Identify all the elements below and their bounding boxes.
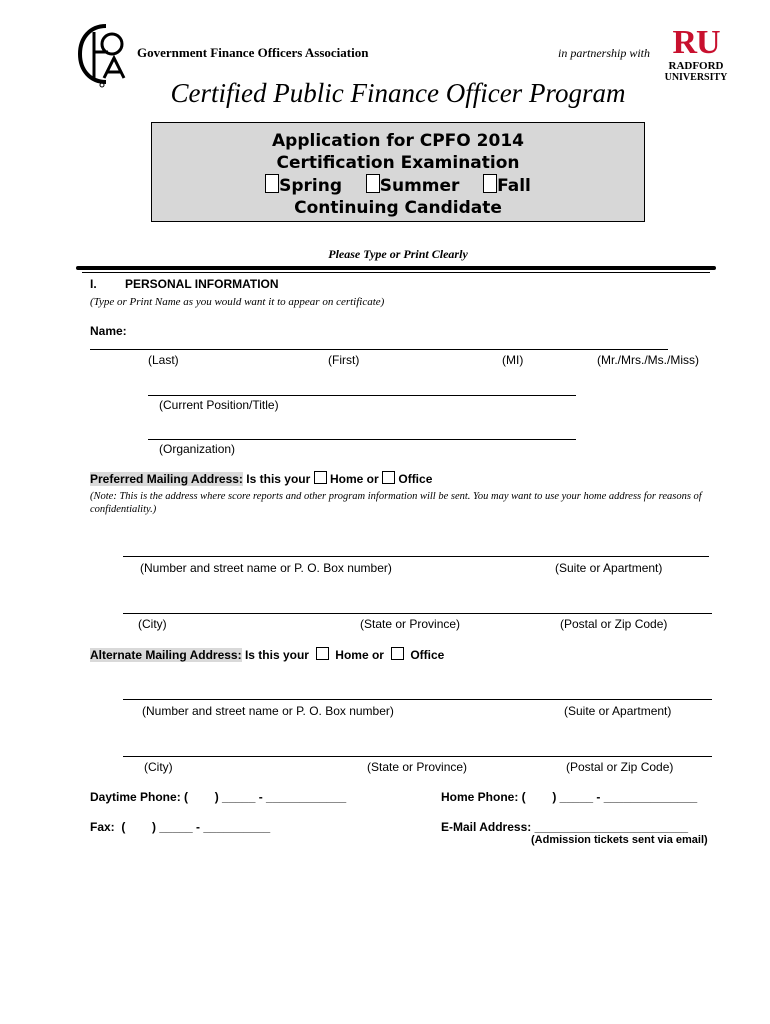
ru-monogram: RU — [672, 24, 720, 61]
alternate-office-checkbox[interactable] — [391, 647, 404, 660]
summer-checkbox[interactable] — [366, 174, 380, 193]
preferred-street-line[interactable] — [123, 556, 709, 557]
last-name-caption: (Last) — [148, 353, 179, 367]
preferred-street-caption: (Number and street name or P. O. Box number) — [140, 561, 392, 575]
fall-label: Fall — [497, 176, 531, 196]
alternate-postal-caption: (Postal or Zip Code) — [566, 760, 674, 774]
section-number: I. — [90, 277, 97, 291]
preferred-address-row — [90, 471, 432, 486]
section-divider-thin — [82, 272, 710, 273]
alternate-question: Is this your — [244, 648, 309, 662]
alternate-address-label: Alternate Mailing Address: — [90, 648, 242, 662]
alternate-street-caption: (Number and street name or P. O. Box number) — [142, 704, 394, 718]
summer-label: Summer — [379, 176, 460, 196]
position-caption: (Current Position/Title) — [159, 398, 279, 412]
home-phone-field[interactable]: Home Phone: ( ) _____ - ______________ — [441, 790, 698, 804]
section-heading: PERSONAL INFORMATION — [125, 277, 279, 291]
partnership-text: in partnership with — [558, 46, 651, 60]
alternate-address-row — [90, 647, 444, 662]
session-options — [152, 174, 644, 197]
preferred-state-caption: (State or Province) — [360, 617, 461, 631]
alternate-office-label: Office — [410, 648, 445, 662]
section-divider — [76, 266, 716, 270]
radford-name: RADFORD — [668, 60, 724, 72]
alternate-state-caption: (State or Province) — [367, 760, 468, 774]
title-line-2: Certification Examination — [276, 153, 520, 173]
position-input-line[interactable] — [148, 395, 576, 396]
preferred-city-caption: (City) — [138, 617, 167, 631]
preferred-office-label: Office — [398, 472, 433, 486]
preferred-office-checkbox[interactable] — [382, 471, 395, 484]
alternate-home-label: Home or — [335, 648, 384, 662]
spring-checkbox[interactable] — [265, 174, 279, 193]
university-name: UNIVERSITY — [664, 72, 728, 83]
preferred-city-line[interactable] — [123, 613, 712, 614]
preferred-home-label: Home or — [329, 472, 379, 486]
email-note: (Admission tickets sent via email) — [531, 834, 708, 846]
salutation-caption: (Mr./Mrs./Ms./Miss) — [597, 353, 699, 367]
title-line-1: Application for CPFO 2014 — [272, 131, 524, 151]
preferred-postal-caption: (Postal or Zip Code) — [560, 617, 668, 631]
first-name-caption: (First) — [328, 353, 360, 367]
preferred-address-label: Preferred Mailing Address: — [90, 472, 243, 486]
name-note: (Type or Print Name as you would want it to appear on certificate) — [90, 296, 385, 308]
middle-initial-caption: (MI) — [502, 353, 524, 367]
program-title: Certified Public Finance Officer Program — [170, 78, 626, 108]
application-title-box — [151, 122, 645, 222]
org-name: Government Finance Officers Association — [137, 45, 369, 60]
instruction-text: Please Type or Print Clearly — [328, 247, 468, 261]
preferred-suite-caption: (Suite or Apartment) — [555, 561, 663, 575]
organization-input-line[interactable] — [148, 439, 576, 440]
fax-field[interactable]: Fax: ( ) _____ - __________ — [90, 820, 271, 834]
name-label: Name: — [90, 324, 127, 338]
email-field[interactable]: E-Mail Address: _______________________ — [441, 820, 689, 834]
alternate-suite-caption: (Suite or Apartment) — [564, 704, 672, 718]
fall-checkbox[interactable] — [483, 174, 497, 193]
name-input-line[interactable] — [90, 349, 668, 350]
alternate-city-line[interactable] — [123, 756, 712, 757]
alternate-street-line[interactable] — [123, 699, 712, 700]
preferred-home-checkbox[interactable] — [314, 471, 327, 484]
preferred-note: (Note: This is the address where score reports and other program information will be sent. You may want to use your home address for reasons of confidentiality.) — [90, 491, 702, 515]
alternate-home-checkbox[interactable] — [316, 647, 329, 660]
organization-caption: (Organization) — [159, 442, 236, 456]
title-line-4: Continuing Candidate — [294, 198, 502, 218]
daytime-phone-field[interactable]: Daytime Phone: ( ) _____ - ____________ — [90, 790, 347, 804]
alternate-city-caption: (City) — [144, 760, 173, 774]
preferred-question: Is this your — [246, 472, 311, 486]
spring-label: Spring — [279, 176, 343, 196]
